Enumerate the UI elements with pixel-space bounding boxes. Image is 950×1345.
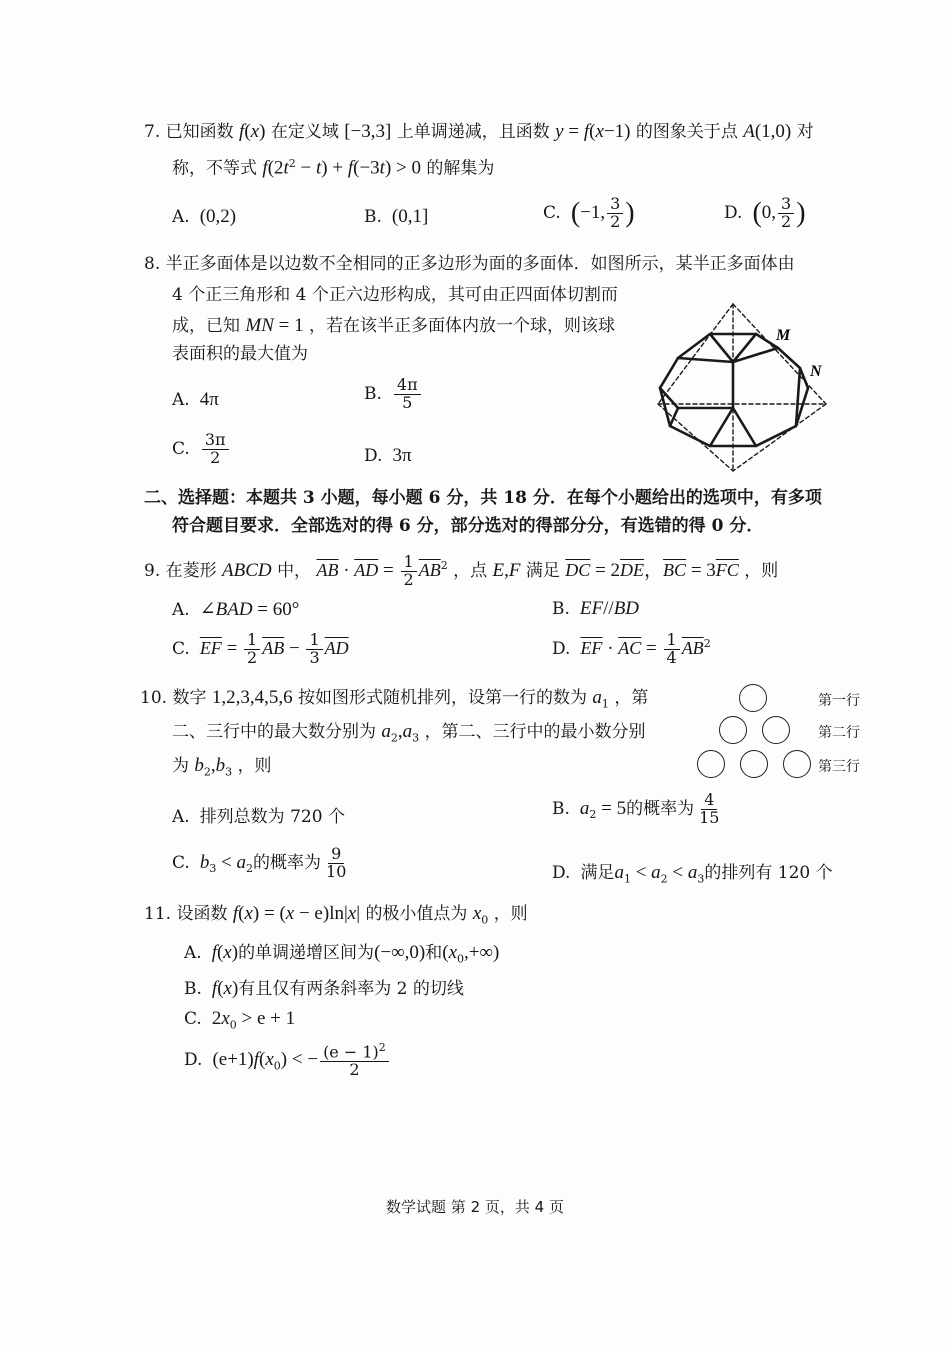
q10-number: 10.	[140, 688, 168, 708]
option-label: D.	[552, 863, 571, 883]
q8-line4: 表面积的最大值为	[172, 344, 308, 364]
q8-option-d[interactable]	[364, 445, 412, 467]
q7-text: 在定义域	[270, 122, 339, 142]
q7-option-c[interactable]: C. (−1, $\frac{3}{2}$ )	[543, 194, 635, 231]
option-label: A.	[172, 600, 190, 620]
q10-line3: 为 $b_2,b_3$ ，则	[172, 755, 272, 779]
q7-line1: 7. 已知函数 f(x) 在定义域 [−3,3] 上单调递减，且函数 y = f(x−1) 的图象关于点 A(1,0) 对	[144, 121, 814, 142]
q8-option-a[interactable]	[172, 389, 219, 411]
q7-number: 7.	[144, 122, 161, 142]
q8-line2: 4 个正三角形和 4 个正六边形构成，其可由正四面体切割而	[172, 285, 618, 305]
q7-option-d[interactable]: D. (0, $\frac{3}{2}$ )	[724, 194, 806, 231]
q7-line2: 称，不等式 $f(2t^2 - t) + f(-3t) > 0$ 的解集为	[172, 157, 495, 179]
q7-option-b[interactable]	[364, 206, 428, 228]
q7-text: 对	[796, 122, 814, 142]
option-value: 的单调递增区间为	[238, 943, 375, 963]
option-label: A.	[172, 390, 190, 410]
row-label-2: 第二行	[818, 725, 860, 741]
q9-option-b[interactable]: B. EF//BD	[552, 598, 640, 619]
q7-text: 的图象关于点	[635, 122, 738, 142]
option-value: 的概率为	[626, 798, 695, 819]
circle-row3	[697, 750, 725, 778]
option-label: C.	[184, 1009, 202, 1029]
q9-text: 中，	[277, 560, 312, 581]
page-footer: 数学试题 第 2 页，共 4 页	[386, 1198, 564, 1216]
circle-row3	[783, 750, 811, 778]
option-label: A.	[172, 807, 190, 827]
label-n: N	[810, 363, 822, 380]
q9-line1: 9. 在菱形 ABCD 中， $\overline{AB} \cdot \overline{AD}$ = $\frac{1}{2}$ $\overline{AB}^2$ ，点 E,F 满足 $\overline{DC} = 2\overline{DE}$，$\overline{BC} = 3\overline{FC}$ ，则	[144, 552, 779, 589]
option-label: A.	[184, 943, 202, 963]
q10-line1: 10. 数字 1,2,3,4,5,6 按如图形式随机排列，设第一行的数为 $a_1$ ，第	[140, 687, 649, 711]
q10-text: ，第	[614, 688, 649, 708]
q7-text: 已知函数	[165, 122, 234, 142]
option-label: C.	[172, 638, 190, 659]
q8-option-c[interactable]: C. $\frac{3\pi}{2}$	[172, 432, 231, 467]
section2-heading-line1: 二、选择题：本题共 3 小题，每小题 6 分，共 18 分．在每个小题给出的选项中，有多项	[144, 488, 822, 508]
circle-row2	[719, 716, 747, 744]
circle-row2	[762, 716, 790, 744]
option-value: 4π	[199, 389, 219, 410]
q7-text: 上单调递减，且函数	[396, 122, 550, 142]
option-label: B.	[552, 599, 570, 619]
q8-option-b[interactable]: B. $\frac{4\pi}{5}$	[364, 377, 423, 412]
q10-option-b[interactable]: B. $a_2 = 5$的概率为 $\frac{4}{15}$	[552, 790, 720, 827]
option-label: A.	[172, 207, 190, 227]
section2-heading-line2: 符合题目要求．全部选对的得 6 分，部分选对的得部分分，有选错的得 0 分．	[172, 516, 764, 536]
q8-text: 成，已知	[172, 316, 240, 336]
q9-option-a[interactable]: A. ∠BAD = 60°	[172, 599, 300, 620]
option-value: 满足	[580, 863, 615, 883]
polyhedron-figure	[648, 296, 838, 476]
q11-line1: 11. 设函数 f(x) = (x − e)ln|x| 的极小值点为 $x_0$ ，则	[144, 903, 528, 927]
q7-text: 称，不等式	[172, 158, 257, 179]
q7-option-a[interactable]	[172, 206, 236, 228]
q8-text: 半正多面体是以边数不全相同的正多边形为面的多面体．如图所示，某半正多面体由	[165, 254, 795, 274]
q9-text: 在菱形	[165, 560, 217, 581]
q10-text: 数字	[172, 688, 207, 708]
q11-text: ，则	[493, 904, 528, 924]
option-label: C.	[172, 438, 190, 459]
q8-number: 8.	[144, 254, 161, 274]
q9-option-c[interactable]: C. $\overline{EF}$ = $\frac{1}{2}$ $\overline{AB}$ − $\frac{1}{3}$ $\overline{AD}$	[172, 630, 349, 667]
polyhedron-solid-edges	[660, 334, 808, 446]
q11-option-c[interactable]: C. $2x_0 > e + 1$	[184, 1008, 296, 1032]
row-label-3: 第三行	[818, 759, 860, 775]
option-label: D.	[184, 1049, 203, 1070]
q10-text: 按如图形式随机排列，设第一行的数为	[298, 688, 588, 708]
option-label: B.	[364, 207, 382, 227]
option-value: 排列总数为 720 个	[199, 807, 345, 827]
q8-line3: 成，已知 MN = 1 ，若在该半正多面体内放一个球，则该球	[172, 315, 616, 336]
option-label: D.	[364, 446, 383, 466]
option-label: B.	[364, 383, 382, 404]
q9-text: 满足	[525, 560, 560, 581]
option-value: 有且仅有两条斜率为 2 的切线	[238, 979, 464, 999]
q11-option-b[interactable]: B. f(x)有且仅有两条斜率为 2 的切线	[184, 978, 464, 999]
option-label: D.	[552, 638, 571, 659]
option-value: (0,2)	[199, 206, 237, 227]
q11-text: 的极小值点为	[365, 904, 468, 924]
q9-option-d[interactable]: D. $\overline{EF} \cdot \overline{AC}$ = $\frac{1}{4}$ $\overline{AB}^2$	[552, 630, 711, 667]
q11-option-a[interactable]: A. f(x)的单调递增区间为(−∞,0)和$(x_0,+\infty)$	[184, 942, 500, 966]
row-label-1: 第一行	[818, 693, 860, 709]
q11-number: 11.	[144, 904, 172, 924]
q10-option-c[interactable]: C. $b_3 < a_2$的概率为 $\frac{9}{10}$	[172, 844, 347, 881]
circle-row3	[740, 750, 768, 778]
q7-text: 的解集为	[426, 158, 495, 179]
circle-row1	[739, 684, 767, 712]
q8-line1	[144, 256, 795, 273]
option-label: C.	[543, 202, 561, 223]
option-value: 的排列有 120 个	[704, 863, 833, 883]
option-label: C.	[172, 852, 190, 873]
q11-text: 设函数	[176, 904, 228, 924]
q9-text: ，则	[744, 560, 779, 581]
q10-text: 为	[172, 756, 189, 776]
q10-text: ，第二、三行中的最小数分别	[424, 722, 646, 742]
q11-option-d[interactable]: D. $(e+1)f(x_0)$ < − $\frac{(e - 1)^2}{2}$	[184, 1042, 391, 1079]
q10-text: ，则	[237, 756, 272, 776]
q9-number: 9.	[144, 560, 161, 581]
option-label: B.	[552, 798, 570, 819]
option-value: 的概率为	[253, 852, 322, 873]
option-value: (0,1]	[391, 206, 429, 227]
q8-text: ，若在该半正多面体内放一个球，则该球	[309, 316, 616, 336]
label-m: M	[776, 327, 791, 344]
q10-option-a[interactable]	[172, 802, 345, 827]
option-label: D.	[724, 202, 743, 223]
q9-text: ，点	[453, 560, 488, 581]
q10-option-d[interactable]: D. 满足$a_1 < a_2 < a_3$的排列有 120 个	[552, 862, 833, 886]
option-label: B.	[184, 979, 202, 999]
q10-text: 二、三行中的最大数分别为	[172, 722, 376, 742]
q10-line2: 二、三行中的最大数分别为 $a_2,a_3$ ，第二、三行中的最小数分别	[172, 721, 646, 745]
option-value: 3π	[392, 445, 412, 466]
option-value: 和	[425, 943, 443, 963]
